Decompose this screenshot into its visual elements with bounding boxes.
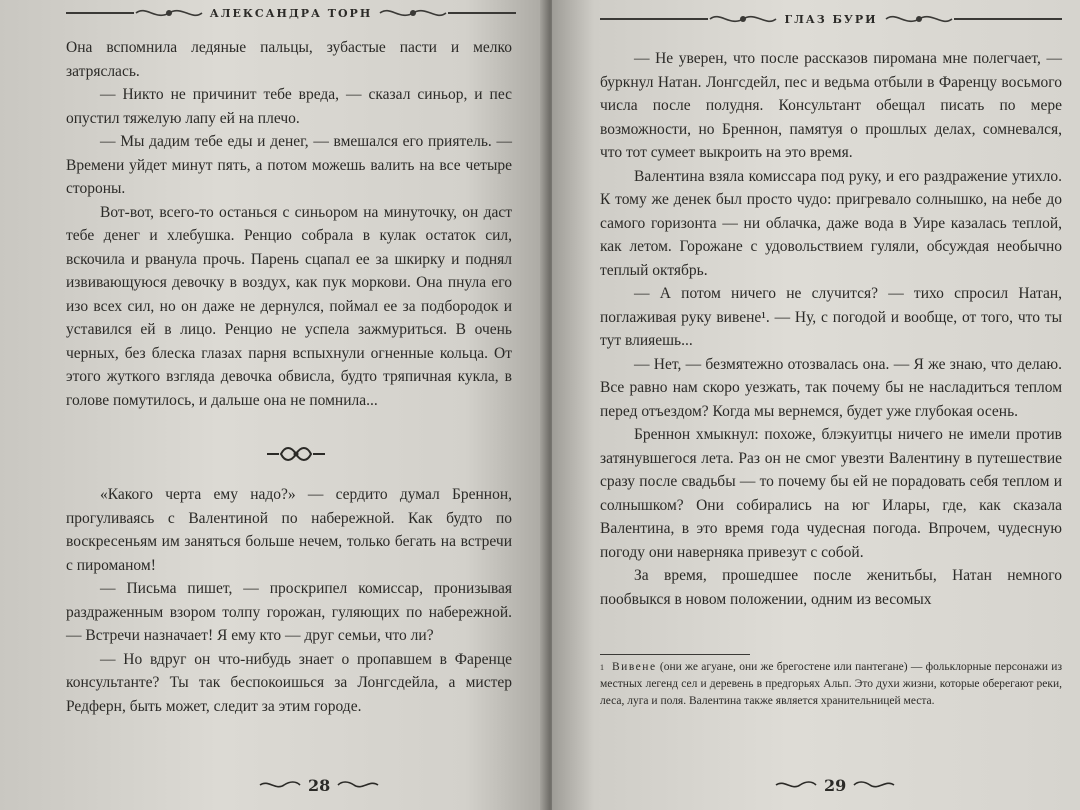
page-number: 28 <box>308 775 331 795</box>
flourish-ornament-icon <box>378 3 448 23</box>
flourish-ornament-icon <box>708 9 778 29</box>
footnote-text: (они же агуане, они же брегостене или пантегане) — фольклорные персонажи из местных легенд сел и деревень в предгорьях Альп. Это духи жизни, которые оберегают реки, леса, луга и поля. Валентина также является хранительницей места. <box>600 661 1062 707</box>
page-number: 29 <box>824 775 847 795</box>
right-header-text: ГЛАЗ БУРИ <box>784 12 878 26</box>
header-rule <box>954 18 1062 20</box>
right-page-folio <box>774 772 896 798</box>
flourish-ornament-icon <box>134 3 204 23</box>
footnote <box>600 659 1062 710</box>
paragraph: — Нет, — безмятежно отозвалась она. — Я же знаю, что делаю. Все равно нам скоро уезжать, так почему бы не насладиться теплом перед отъездом? Когда мы вернемся, будет уже глубокая осень. <box>600 355 1062 420</box>
paragraph: — Мы дадим тебе еды и денег, — вмешался его приятель. — Времени уйдет минут пять, а потом можешь валить на все четыре стороны. <box>66 133 512 197</box>
paragraph: Бреннон хмыкнул: похоже, блэкуитцы ничего не имели против затянувшегося лета. Раз он не смог увезти Валентину в путешествие сразу после свадьбы — то почему бы ей не порадовать себя теплом и солнышком? Они собирались на юг Илары, где, как сказала Валентина, в это время года чудесная погода. Впрочем, чудесную погоду они наверняка привезут с собой. <box>600 426 1062 561</box>
footnote-rule <box>600 654 750 655</box>
header-rule <box>66 12 134 14</box>
footnote-mark: 1 <box>600 663 604 672</box>
header-rule <box>600 18 708 20</box>
left-page-folio <box>258 772 380 798</box>
right-body-text <box>600 47 1062 611</box>
header-rule <box>448 12 516 14</box>
right-page <box>552 0 1080 810</box>
paragraph: — Не уверен, что после рассказов пиромана мне полегчает, — буркнул Натан. Лонгсдейл, пес и ведьма отбыли в Фаренцу восьмого числа после полудня. Консультант обещал писать по мере возможности, но Бреннон, памятуя о прошлых делах, сомневался, что тот сумеет выкроить на это время. <box>600 50 1062 161</box>
paragraph: Она вспомнила ледяные пальцы, зубастые пасти и мелко затряслась. <box>66 39 512 80</box>
footnote-term: Вивене <box>612 661 657 673</box>
left-header-text: АЛЕКСАНДРА ТОРН <box>209 6 373 20</box>
paragraph: — Письма пишет, — проскрипел комиссар, пронизывая раздраженным взором толпу горожан, гуляющих по набережной. — Встречи назначает! Я ему кто — друг семьи, что ли? <box>66 580 512 644</box>
folio-flourish-icon <box>336 778 380 792</box>
left-running-header <box>66 0 516 26</box>
paragraph: Валентина взяла комиссара под руку, и его раздражение утихло. К тому же денек был просто чудо: пригревало солнышко, на небе до самого горизонта — ни облачка, даже вода в Уире казалась теплой, как летом. Горожане с удовольствием гуляли, обсуждая необычно теплый октябрь. <box>600 167 1062 279</box>
paragraph: — Но вдруг он что-нибудь знает о пропавшем в Фаренце консультанте? Ты так беспокоишься за Лонгсдейла, а мистер Редферн, быть может, следит за этим городе. <box>66 650 512 715</box>
left-body-text-part2 <box>66 483 512 718</box>
right-running-header <box>600 6 1062 32</box>
paragraph: — Никто не причинит тебе вреда, — сказал синьор, и пес опустил тяжелую лапу ей на плечо. <box>66 86 512 127</box>
folio-flourish-icon <box>852 778 896 792</box>
flourish-ornament-icon <box>884 9 954 29</box>
folio-flourish-icon <box>774 778 818 792</box>
folio-flourish-icon <box>258 778 302 792</box>
left-body-text-part1 <box>66 36 512 412</box>
paragraph: За время, прошедшее после женитьбы, Натан немного пообвыкся в новом положении, одним из весомых <box>600 567 1062 608</box>
paragraph: «Какого черта ему надо?» — сердито думал Бреннон, прогуливаясь с Валентиной по набережной. Как будто по воскресеньям им заняться больше нечем, только бегать на встречи с пироманом! <box>66 486 512 574</box>
paragraph: — А потом ничего не случится? — тихо спросил Натан, поглаживая руку вивене¹. — Ну, с погодой и вообще, от того, что ты тут влияешь... <box>600 285 1062 349</box>
section-divider-ornament-icon <box>265 443 327 465</box>
paragraph: Вот-вот, всего-то останься с синьором на минуточку, он даст тебе денег и хлебушка. Ренцио собрала в кулак остаток сил, вскочила и рванула прочь. Парень сцапал ее за шкирку и поднял извивающуюся девочку в воздух, как пук моркови. Она пнула его изо всех сил, но он даже не дернулся, поймал ее за подбородок и уставился ей в лицо. Ренцио не успела зажмуриться. В очень черных, без блеска глазах парня вспыхнули огненные кольца. От этого жуткого взгляда девочка обвисла, будто тряпичная кукла, в голове помутилось, и дальше она не помнила... <box>66 203 512 409</box>
